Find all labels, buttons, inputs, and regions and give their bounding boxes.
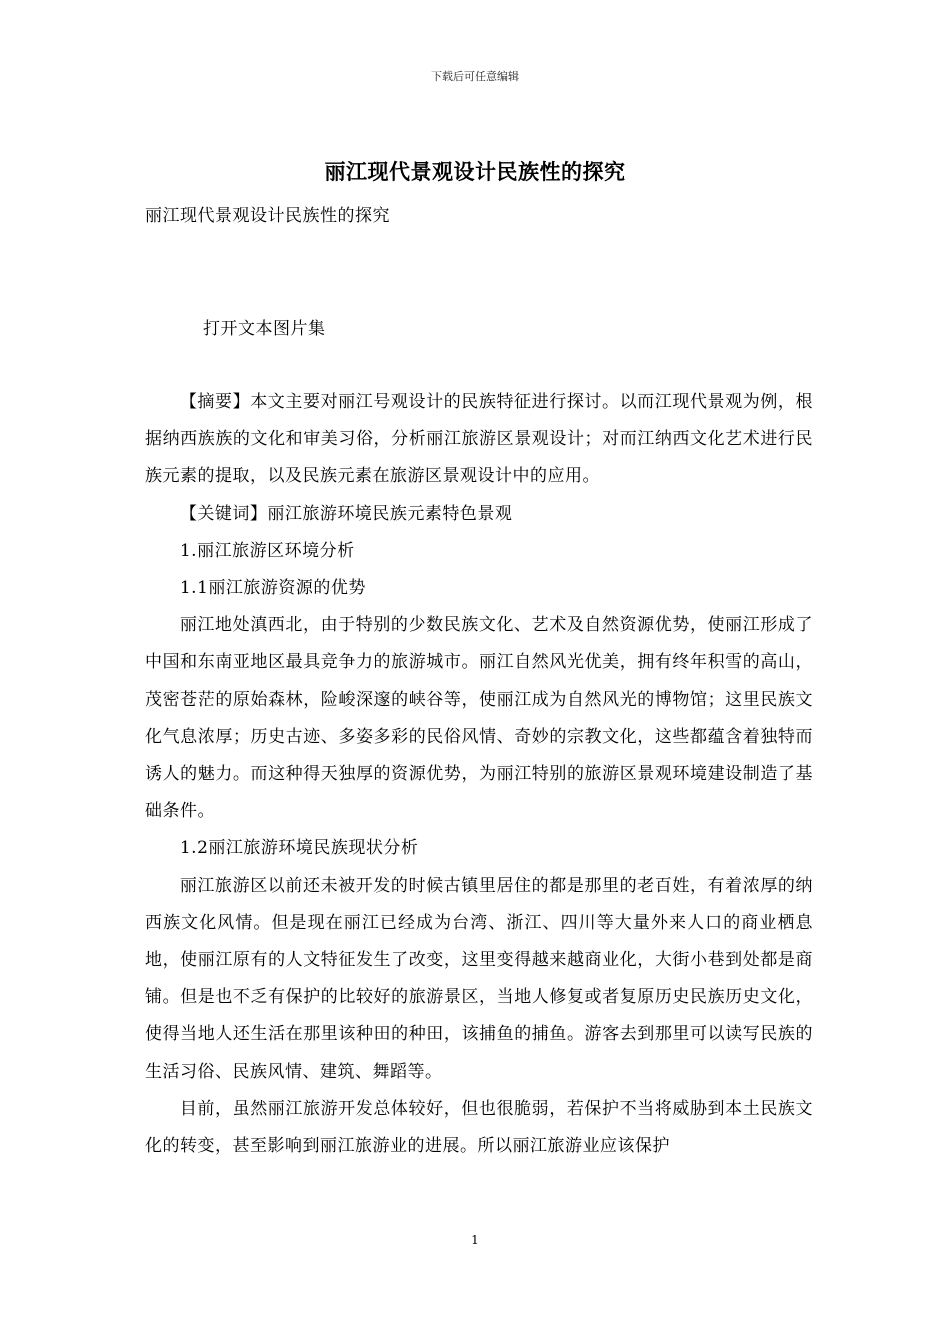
document-title: 丽江现代景观设计民族性的探究 [324, 159, 626, 184]
open-image-gallery-text: 打开文本图片集 [203, 319, 326, 339]
document-subtitle: 丽江现代景观设计民族性的探究 [145, 206, 390, 226]
paragraph-status: 丽江旅游区以前还未被开发的时候古镇里居住的都是那里的老百姓，有着浓厚的纳西族文化风情。但是现在丽江已经成为台湾、浙江、四川等大量外来人口的商业栖息地，使丽江原有的人文特征发生了改变，这里变得越来越商业化，大街小巷到处都是商铺。但是也不乏有保护的比较好的旅游景区，当地人修复或者复原历史民族历史文化，使得当地人还生活在那里该种田的种田，该捕鱼的捕鱼。游客去到那里可以读写民族的生活习俗、民族风情、建筑、舞蹈等。 [145, 875, 813, 1082]
section-heading-1-2: 1.2丽江旅游环境民族现状分析 [179, 838, 419, 859]
section-heading-1-1: 1.1丽江旅游资源的优势 [179, 578, 366, 599]
keywords-paragraph: 【关键词】丽江旅游环境民族元素特色景观 [179, 503, 513, 524]
header-note: 下载后可任意编辑 [431, 70, 519, 83]
page-number: 1 [471, 1233, 479, 1247]
section-heading-1: 1.丽江旅游区环境分析 [179, 540, 355, 561]
abstract-paragraph: 【摘要】本文主要对丽江号观设计的民族特征进行探讨。以而江现代景观为例，根据纳西族族的文化和审美习俗，分析丽江旅游区景观设计；对而江纳西文化艺术进行民族元素的提取，以及民族元素在旅游区景观设计中的应用。 [145, 392, 813, 487]
paragraph-resources: 丽江地处滇西北，由于特别的少数民族文化、艺术及自然资源优势，使丽江形成了中国和东南亚地区最具竞争力的旅游城市。丽江自然风光优美，拥有终年积雪的高山，茂密苍茫的原始森林，险峻深邃的峡谷等，使丽江成为自然风光的博物馆；这里民族文化气息浓厚；历史古迹、多姿多彩的民俗风情、奇妙的宗教文化，这些都蕴含着独特而诱人的魅力。而这种得天独厚的资源优势，为丽江特别的旅游区景观环境建设制造了基础条件。 [145, 615, 813, 822]
paragraph-current: 目前，虽然丽江旅游开发总体较好，但也很脆弱，若保护不当将威胁到本土民族文化的转变，甚至影响到丽江旅游业的进展。所以丽江旅游业应该保护 [145, 1098, 813, 1157]
body-text [145, 384, 813, 1165]
